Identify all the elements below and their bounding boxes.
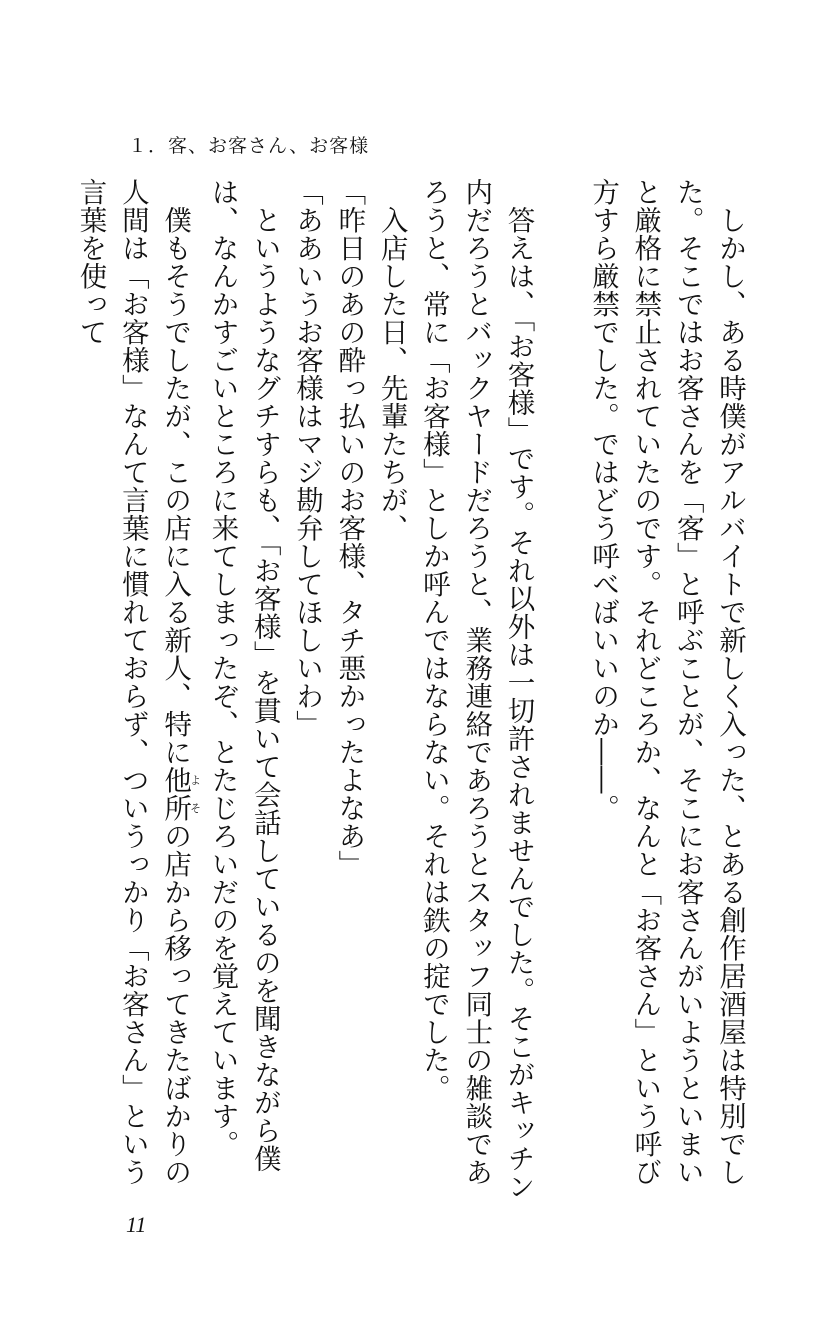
page-number: 11 — [126, 1212, 147, 1237]
dialog-line: 「昨日のあの酔っ払いのお客様、タチ悪かったよなあ」 — [333, 178, 366, 878]
dialog-line: 「ああいうお客様はマジ勘弁してほしいわ」 — [291, 178, 324, 738]
running-head-chapter-title: １．客、お客さん、お客様 — [128, 135, 370, 157]
paragraph: 答えは、「お客様」です。それ以外は一切許されませんでした。そこがキッチン内だろうとバックヤードだろうと、業務連絡であろうとスタッフ同士の雑談であろうと、常に「お客様」としか呼んではならない。それは鉄の掟でした。 — [417, 178, 535, 1200]
ruby-base: 他所 — [159, 765, 192, 822]
paragraph-blank-line — [540, 178, 582, 1200]
ruby-annotation — [159, 765, 202, 822]
paragraph: というようなグチすらも、「お客様」を貫いて会話しているのを聞きながら僕は、なんかすごいところに来てしまったぞ、とたじろいだのを覚えています。 — [206, 178, 281, 1172]
ruby-text: よそ — [188, 765, 202, 822]
paragraph-with-ruby — [69, 178, 201, 1200]
paragraph-text-after: の店から移ってきたばかりの人間は「お客様」なんて言葉に慣れておらず、ついうっかり「お客さん」という言葉を使って — [74, 178, 192, 1186]
paragraph: 入店した日、先輩たちが、 — [375, 205, 408, 542]
paragraph: しかし、ある時僕がアルバイトで新しく入った、とある創作居酒屋は特別でした。そこではお客さんを「客」と呼ぶことが、そこにお客さんがいようといまいと厳格に禁止されていたのです。それどころか、なんと「お客さん」という呼び方すら厳禁でした。ではどう呼べばいいのか――。 — [587, 178, 746, 1186]
paragraph-text-before: 僕もそうでしたが、この店に入る新人、特に — [159, 205, 192, 766]
vertical-body-text — [69, 178, 751, 1200]
